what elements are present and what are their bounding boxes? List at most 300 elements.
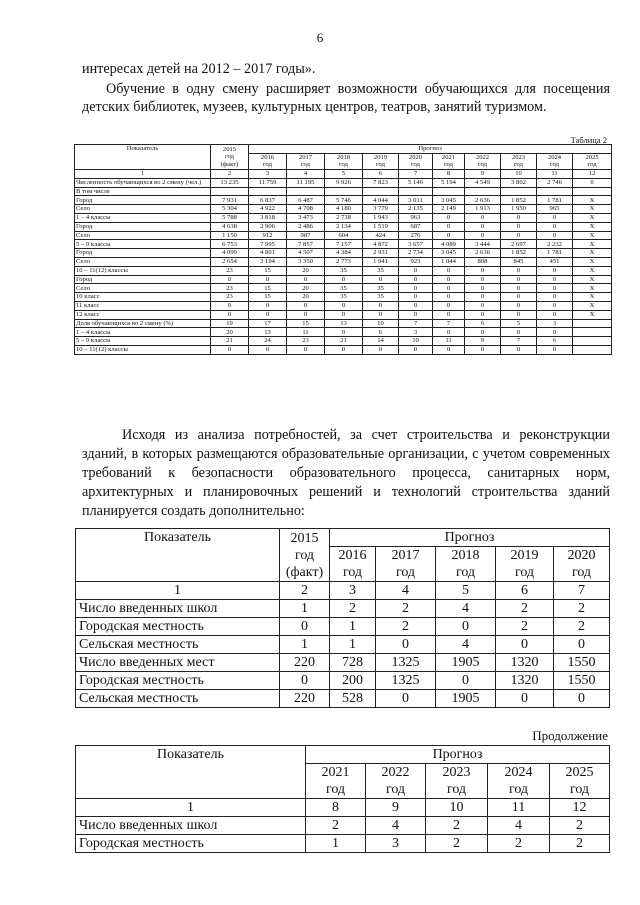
table-cell: 0 — [363, 301, 399, 310]
table-cell: 5 146 — [399, 178, 433, 187]
table-cell: 0 — [433, 231, 465, 240]
table-cell: 2 738 — [325, 213, 363, 222]
table-cell: 0 — [501, 301, 537, 310]
table-cell: 7 823 — [363, 178, 399, 187]
table-cell: 0 — [399, 293, 433, 302]
table-cell: 4 922 — [249, 205, 287, 214]
table-cell: 0 — [501, 293, 537, 302]
t2-year-2022: 2022 год — [465, 153, 501, 169]
t2-year-2021: 2021 год — [433, 153, 465, 169]
table-cell: 2 149 — [433, 205, 465, 214]
table-cell: 1 852 — [501, 249, 537, 258]
table-cell: 2 — [554, 600, 610, 618]
table-cell: 1 — [330, 618, 376, 636]
table-cell: 35 — [363, 284, 399, 293]
table-cell: 6 487 — [287, 196, 325, 205]
table-cell — [501, 187, 537, 196]
table-cell: 6 753 — [211, 240, 249, 249]
table-cell: 0 — [573, 178, 612, 187]
table-row — [75, 266, 612, 275]
table-new-schools-2021-2025 — [75, 745, 610, 853]
table-cell: 0 — [433, 213, 465, 222]
row-label: Число введенных школ — [76, 817, 306, 835]
table-cell: 0 — [399, 266, 433, 275]
row-label: 1 – 4 классы — [75, 213, 211, 222]
table-row — [76, 654, 610, 672]
table-cell — [573, 345, 612, 354]
table-cell: 808 — [465, 257, 501, 266]
table-cell: 2 773 — [325, 257, 363, 266]
table-cell: 9 — [465, 337, 501, 346]
table-cell: 0 — [363, 310, 399, 319]
row-label: 10 – 11(12) классы — [75, 266, 211, 275]
table-cell: 4 099 — [211, 249, 249, 258]
table-row — [76, 690, 610, 708]
table-cell: 3 818 — [249, 213, 287, 222]
row-label: 12 класс — [75, 310, 211, 319]
row-label: 5 – 9 классы — [75, 337, 211, 346]
table-cell: 0 — [287, 345, 325, 354]
table-cell: 24 — [249, 337, 287, 346]
t2-year-2017: 2017 год — [287, 153, 325, 169]
table-cell: 0 — [376, 690, 436, 708]
table-cell: 35 — [325, 266, 363, 275]
t4-col-number: 11 — [488, 799, 550, 817]
table-cell: 0 — [287, 275, 325, 284]
table-cell: 2 — [554, 618, 610, 636]
table-row — [75, 293, 612, 302]
table-cell: 3 045 — [433, 249, 465, 258]
table-cell: 9 — [325, 328, 363, 337]
table-cell: 6 — [537, 337, 573, 346]
table-cell: 0 — [433, 275, 465, 284]
t3-header-forecast: Прогноз — [330, 529, 610, 547]
table-cell: 0 — [399, 275, 433, 284]
table-cell: 0 — [537, 345, 573, 354]
t3-col-number: 1 — [76, 582, 280, 600]
table2-caption: Таблица 2 — [570, 135, 607, 145]
table-cell: 1320 — [496, 654, 554, 672]
table-cell: 0 — [537, 275, 573, 284]
t3-col-number: 2 — [280, 582, 330, 600]
table-cell: 0 — [433, 301, 465, 310]
table-cell: 987 — [287, 231, 325, 240]
table-row — [75, 310, 612, 319]
row-label: В том числе — [75, 187, 211, 196]
table-cell: 1550 — [554, 654, 610, 672]
table-cell: 13 — [325, 319, 363, 328]
table-cell: 0 — [211, 310, 249, 319]
row-label: Село — [75, 284, 211, 293]
table-cell: 0 — [325, 345, 363, 354]
t2-year-2020: 2020 год — [399, 153, 433, 169]
t2-year-2019: 2019 год — [363, 153, 399, 169]
table-cell: 0 — [325, 310, 363, 319]
table-cell: 0 — [501, 310, 537, 319]
table-cell: X — [573, 310, 612, 319]
table-cell: 3 473 — [287, 213, 325, 222]
table-cell: X — [573, 249, 612, 258]
t3-col-number: 4 — [376, 582, 436, 600]
table-cell: 1 781 — [537, 249, 573, 258]
table-row — [75, 328, 612, 337]
table-cell: 1 941 — [363, 257, 399, 266]
table-cell: 1 044 — [433, 257, 465, 266]
table-cell: 687 — [399, 222, 433, 231]
table-cell: 0 — [433, 310, 465, 319]
t2-year-2016: 2016 год — [249, 153, 287, 169]
t4-col-number: 12 — [550, 799, 610, 817]
table-cell: 0 — [465, 293, 501, 302]
table-cell: 21 — [325, 337, 363, 346]
t3-year-2020: 2020 год — [554, 547, 610, 582]
table-cell: 424 — [363, 231, 399, 240]
table-cell: 4 — [366, 817, 426, 835]
table-cell: 2 134 — [325, 222, 363, 231]
table-cell: 451 — [537, 257, 573, 266]
table-cell: 0 — [465, 213, 501, 222]
table-cell: 5 788 — [211, 213, 249, 222]
page-number: 6 — [316, 30, 324, 45]
row-label: 10 – 11(12) классы — [75, 345, 211, 354]
t2-col-number: 9 — [465, 169, 501, 178]
table-cell: 1 519 — [363, 222, 399, 231]
table-cell: 0 — [537, 328, 573, 337]
row-label: Сельская местность — [76, 690, 280, 708]
t3-year-2016: 2016 год — [330, 547, 376, 582]
table-cell — [573, 319, 612, 328]
table-cell: 1 — [306, 835, 366, 853]
t2-year-2018: 2018 год — [325, 153, 363, 169]
table-cell — [573, 337, 612, 346]
table-cell: 11 — [287, 328, 325, 337]
table-cell: 1 — [280, 636, 330, 654]
t4-year-2022: 2022 год — [366, 764, 426, 799]
table-cell: 35 — [325, 284, 363, 293]
t2-col-number: 6 — [363, 169, 399, 178]
table-cell: 220 — [280, 690, 330, 708]
table-cell: 0 — [537, 310, 573, 319]
table-cell: 0 — [399, 284, 433, 293]
table-cell: 2 654 — [211, 257, 249, 266]
t4-year-2024: 2024 год — [488, 764, 550, 799]
table-cell: 3 444 — [465, 240, 501, 249]
table-row — [75, 231, 612, 240]
table-cell: 14 — [363, 337, 399, 346]
table-cell: 2 734 — [399, 249, 433, 258]
table-cell: 0 — [554, 690, 610, 708]
table-cell: X — [573, 257, 612, 266]
table-cell: X — [573, 284, 612, 293]
table-cell: 35 — [363, 293, 399, 302]
t2-header-2015: 2015 год (факт) — [211, 145, 249, 170]
table-cell: 23 — [211, 266, 249, 275]
table-cell: X — [573, 266, 612, 275]
table-cell: 2 486 — [287, 222, 325, 231]
t2-col-number: 1 — [75, 169, 211, 178]
table-cell: 528 — [330, 690, 376, 708]
table-cell: 0 — [363, 345, 399, 354]
table-cell: 0 — [399, 345, 433, 354]
table-cell: 2 — [376, 600, 436, 618]
t3-year-2019: 2019 год — [496, 547, 554, 582]
table-cell: 4 089 — [433, 240, 465, 249]
table-cell: 1550 — [554, 672, 610, 690]
row-label: Число введенных школ — [76, 600, 280, 618]
table-cell: 3 — [366, 835, 426, 853]
table-cell: 3 194 — [249, 257, 287, 266]
table-row — [75, 205, 612, 214]
table-cell: 0 — [433, 293, 465, 302]
table-row — [75, 249, 612, 258]
table-cell: 1 943 — [363, 213, 399, 222]
table-cell: 0 — [249, 345, 287, 354]
table-cell: 200 — [330, 672, 376, 690]
table-cell: 35 — [325, 293, 363, 302]
table-cell: 0 — [496, 690, 554, 708]
table-cell: 0 — [465, 231, 501, 240]
table-cell: 7 — [433, 319, 465, 328]
table-cell: 0 — [433, 345, 465, 354]
table-cell: 4 708 — [287, 205, 325, 214]
table-cell: 1320 — [496, 672, 554, 690]
table-cell: 2 — [426, 835, 488, 853]
table-cell: 6 837 — [249, 196, 287, 205]
table-cell: 23 — [287, 337, 325, 346]
table-cell: X — [573, 196, 612, 205]
row-label: 11 класс — [75, 301, 211, 310]
table-cell: 2 746 — [537, 178, 573, 187]
table-cell: 4 638 — [211, 222, 249, 231]
table-row — [75, 178, 612, 187]
table-cell: X — [573, 301, 612, 310]
t2-col-number: 2 — [211, 169, 249, 178]
t2-col-number: 3 — [249, 169, 287, 178]
table-cell: 2 636 — [465, 196, 501, 205]
table-cell: 965 — [537, 205, 573, 214]
table-cell: 0 — [537, 231, 573, 240]
t2-year-2023: 2023 год — [501, 153, 537, 169]
table-cell — [325, 187, 363, 196]
table-cell: 2 906 — [249, 222, 287, 231]
table-cell: 11 195 — [287, 178, 325, 187]
table-cell: 0 — [399, 310, 433, 319]
table-row — [75, 284, 612, 293]
table-cell: 0 — [537, 293, 573, 302]
table-cell: X — [573, 275, 612, 284]
table-cell: X — [573, 293, 612, 302]
t4-col-number: 8 — [306, 799, 366, 817]
table-cell: 0 — [363, 275, 399, 284]
table-cell: 4 180 — [325, 205, 363, 214]
table-row — [76, 817, 610, 835]
table-cell: 0 — [280, 618, 330, 636]
table-cell: 7 995 — [249, 240, 287, 249]
table-row — [75, 187, 612, 196]
table-row — [75, 222, 612, 231]
table-cell: 0 — [465, 328, 501, 337]
paragraph-intro: интересах детей на 2012 – 2017 годы». — [82, 61, 316, 77]
table-cell: 0 — [465, 266, 501, 275]
table-cell: 13 235 — [211, 178, 249, 187]
t2-header-forecast: Прогноз — [249, 145, 612, 154]
row-label: Сельская местность — [76, 636, 280, 654]
table-cell: 0 — [433, 284, 465, 293]
table-cell: 2 931 — [363, 249, 399, 258]
table-cell: 4 — [436, 600, 496, 618]
row-label: Город — [75, 275, 211, 284]
table-cell: 3 779 — [363, 205, 399, 214]
table-cell: 4 549 — [465, 178, 501, 187]
table-row — [75, 240, 612, 249]
table-cell: 0 — [501, 213, 537, 222]
paragraph-one-shift: Обучение в одну смену расширяет возможности обучающихся для посещения детских библиотек, музеев, культурных центров, театров, занятий туризмом. — [82, 81, 610, 115]
row-label: Город — [75, 196, 211, 205]
row-label: Город — [75, 222, 211, 231]
table-cell: 0 — [433, 222, 465, 231]
table-cell: 2 — [496, 600, 554, 618]
table-cell: 19 — [211, 319, 249, 328]
t2-col-number: 12 — [573, 169, 612, 178]
table-cell: 20 — [287, 293, 325, 302]
table-cell: 4 872 — [363, 240, 399, 249]
table-cell: 20 — [287, 284, 325, 293]
table-cell — [573, 187, 612, 196]
table-row — [75, 257, 612, 266]
table-cell — [211, 187, 249, 196]
t2-year-2024: 2024 год — [537, 153, 573, 169]
table-cell: 0 — [554, 636, 610, 654]
table-cell: 1 913 — [465, 205, 501, 214]
table-cell: 15 — [249, 284, 287, 293]
table-new-schools-2016-2020 — [75, 528, 610, 708]
row-label: Село — [75, 231, 211, 240]
table-cell: 1905 — [436, 654, 496, 672]
t3-header-indicator: Показатель — [76, 529, 280, 582]
table-cell: 2 — [330, 600, 376, 618]
table-cell: 1 150 — [211, 231, 249, 240]
table-cell: 0 — [496, 636, 554, 654]
table-cell: 2 — [488, 835, 550, 853]
table-cell: 2 — [496, 618, 554, 636]
table-row — [76, 636, 610, 654]
table-cell: 15 — [249, 293, 287, 302]
table-cell: 0 — [501, 345, 537, 354]
table-cell: 0 — [501, 275, 537, 284]
table-cell: 0 — [465, 284, 501, 293]
table-row — [76, 600, 610, 618]
table-cell: 0 — [537, 213, 573, 222]
table-cell — [465, 187, 501, 196]
t3-year-2017: 2017 год — [376, 547, 436, 582]
row-label: Городская местность — [76, 618, 280, 636]
row-label: Село — [75, 205, 211, 214]
table-cell: 2 636 — [465, 249, 501, 258]
table-cell: 3 802 — [501, 178, 537, 187]
row-label: 5 – 9 классы — [75, 240, 211, 249]
table-cell: 0 — [211, 301, 249, 310]
table-cell: 0 — [501, 328, 537, 337]
table-cell: 2 135 — [399, 205, 433, 214]
table-cell: 604 — [325, 231, 363, 240]
table-cell: 10 — [399, 337, 433, 346]
table-cell: 0 — [287, 310, 325, 319]
table-cell: 3 350 — [287, 257, 325, 266]
table-cell: 0 — [501, 284, 537, 293]
t4-numbering-row — [76, 799, 610, 817]
table-cell: 0 — [537, 222, 573, 231]
table-cell: 3 657 — [399, 240, 433, 249]
table-cell: 2 — [550, 817, 610, 835]
table-row — [75, 213, 612, 222]
table-cell: 220 — [280, 654, 330, 672]
table-cell: 15 — [287, 319, 325, 328]
table-cell: 0 — [433, 266, 465, 275]
table-cell: 3 — [537, 319, 573, 328]
table-cell: 0 — [249, 301, 287, 310]
table-row — [75, 275, 612, 284]
table-cell: 0 — [501, 222, 537, 231]
t3-year-2018: 2018 год — [436, 547, 496, 582]
table-cell: 7 — [501, 337, 537, 346]
table-cell: 923 — [399, 257, 433, 266]
table-cell: 2 — [426, 817, 488, 835]
t2-col-number: 11 — [537, 169, 573, 178]
table-cell: 5 — [501, 319, 537, 328]
table-cell: 6 — [465, 319, 501, 328]
table-cell: 0 — [465, 275, 501, 284]
t2-year-2025: 2025 год — [573, 153, 612, 169]
table-cell: 0 — [537, 301, 573, 310]
table-cell: 2 — [550, 835, 610, 853]
t2-col-number: 5 — [325, 169, 363, 178]
table-row — [75, 345, 612, 354]
t3-col-number: 3 — [330, 582, 376, 600]
table-cell: 5 746 — [325, 196, 363, 205]
table-cell: 0 — [249, 275, 287, 284]
table-cell: 0 — [436, 672, 496, 690]
table-cell: 23 — [211, 293, 249, 302]
table-cell: 1905 — [436, 690, 496, 708]
table-cell — [287, 187, 325, 196]
table-cell: 23 — [211, 284, 249, 293]
table-cell: 912 — [249, 231, 287, 240]
table-row — [75, 337, 612, 346]
table-cell: 963 — [399, 213, 433, 222]
t2-col-number: 4 — [287, 169, 325, 178]
table-cell: 0 — [325, 301, 363, 310]
table-cell: 0 — [399, 301, 433, 310]
table-cell: 1 — [330, 636, 376, 654]
table-second-shift — [74, 144, 612, 355]
table-cell: 728 — [330, 654, 376, 672]
row-label: Доля обучающихся во 2 смену (%) — [75, 319, 211, 328]
row-label: Городская местность — [76, 835, 306, 853]
table-cell: 2 — [376, 618, 436, 636]
table-cell: 0 — [376, 636, 436, 654]
table-cell: 4 384 — [325, 249, 363, 258]
table-cell: 4 — [488, 817, 550, 835]
table-cell: 1325 — [376, 654, 436, 672]
table-cell: 7 931 — [211, 196, 249, 205]
table-cell: 0 — [537, 284, 573, 293]
row-label: Городская местность — [76, 672, 280, 690]
table-row — [76, 672, 610, 690]
t4-col-number: 10 — [426, 799, 488, 817]
table-cell: 845 — [501, 257, 537, 266]
row-label: Город — [75, 249, 211, 258]
t3-header-2015: 2015 год (факт) — [280, 529, 330, 582]
